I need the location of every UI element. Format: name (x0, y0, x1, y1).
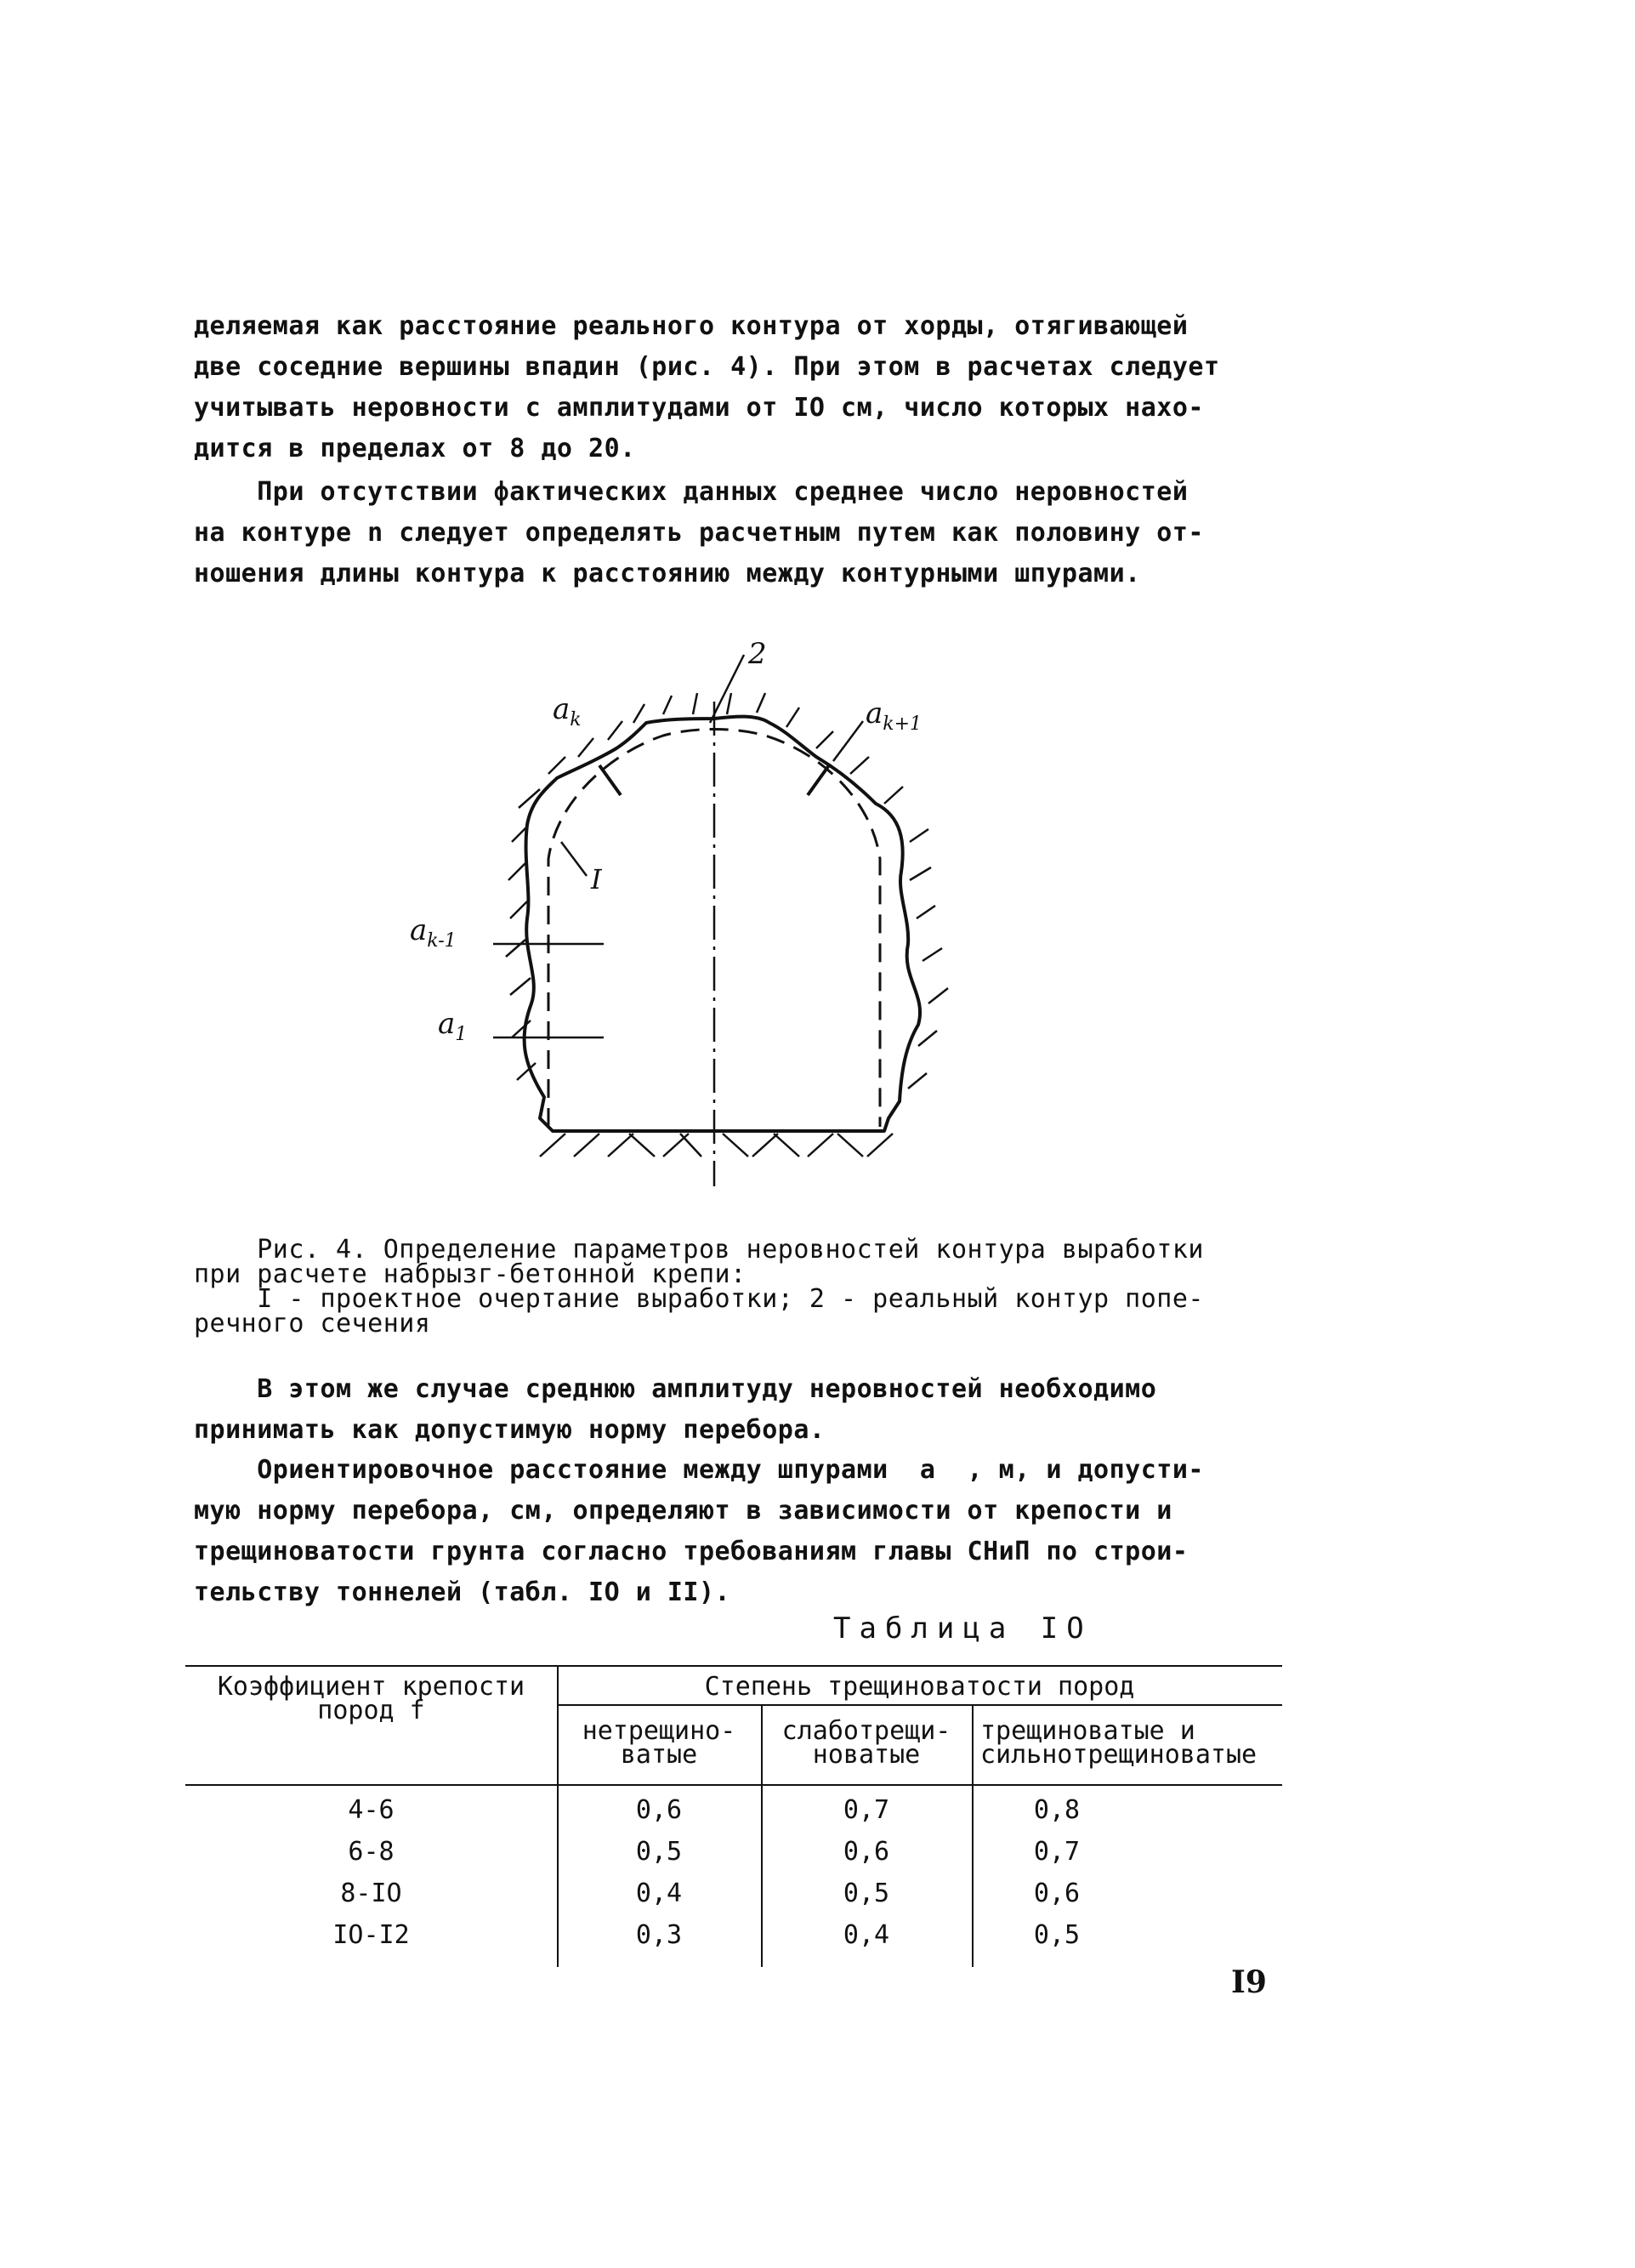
group-header: Степень трещиноватости пород (704, 1672, 1135, 1702)
table-cell: 4-6 (348, 1795, 395, 1825)
label-a1-sub: 1 (455, 1024, 468, 1045)
text-line: При отсутствии фактических данных среднее число неровностей (194, 477, 1189, 507)
col-header-coefficient (185, 1672, 557, 1725)
label-ak-sub: k (570, 709, 582, 730)
amplitude-mark-ak1 (808, 765, 829, 795)
label-ak (553, 692, 582, 730)
table-cell: 0,5 (635, 1837, 683, 1867)
subheader-slightly-cracked (761, 1716, 972, 1770)
page-number: I9 (1231, 1964, 1267, 2000)
paragraph-continuation (194, 306, 1291, 469)
subheader-cracked (972, 1716, 1291, 1770)
text-line: мую норму перебора, см, определяют в зависимости от крепости и (194, 1496, 1172, 1526)
text-line: две соседние вершины впадин (рис. 4). При этом в расчетах следует (194, 352, 1220, 382)
table-cell: 0,7 (843, 1795, 890, 1825)
label-a1-base: a (438, 1007, 456, 1041)
table-cell: 8-IO (340, 1879, 402, 1908)
table-cell: IO-I2 (332, 1920, 410, 1950)
table-header-rule (185, 1784, 1282, 1786)
amplitude-mark-ak (599, 765, 621, 795)
table-cell: 0,8 (1033, 1795, 1081, 1825)
paragraph-irregularities-count (194, 472, 1291, 594)
text-line: принимать как допустимую норму перебора. (194, 1415, 826, 1445)
text-line: В этом же случае среднюю амплитуду неровностей необходимо (194, 1374, 1157, 1404)
caption-line: I - проектное очертание выработки; 2 - реальный контур попе- (194, 1284, 1204, 1314)
label-real-contour: 2 (748, 638, 767, 671)
caption-line: речного сечения (194, 1309, 431, 1339)
leader-label-ak1 (833, 721, 863, 761)
table-cell: 0,4 (843, 1920, 890, 1950)
text-line: тельству тоннелей (табл. IO и II). (194, 1577, 731, 1607)
table-cell: 0,5 (843, 1879, 890, 1908)
label-design-outline: I (591, 863, 602, 895)
table-top-rule (185, 1665, 1282, 1667)
header-line: Коэффициент крепости (217, 1672, 525, 1702)
table-cell: 0,4 (635, 1879, 683, 1908)
label-ak1-base: a (866, 696, 883, 730)
table-cell: 0,6 (1033, 1879, 1081, 1908)
figure-caption (194, 1235, 1308, 1339)
header-line: пород f (317, 1696, 425, 1725)
label-akm1-sub: k-1 (427, 930, 457, 952)
table-cell: 0,5 (1033, 1920, 1081, 1950)
table-cell: 0,7 (1033, 1837, 1081, 1867)
header-line: слаботрещи- (781, 1716, 951, 1746)
real-contour-line (525, 717, 921, 1131)
table-group-rule (557, 1704, 1282, 1706)
floor-hatching (540, 1134, 893, 1157)
paragraph-average-amplitude (194, 1369, 1291, 1451)
header-line: сильнотрещиноватые (980, 1740, 1257, 1770)
table-cell: 0,6 (843, 1837, 890, 1867)
text-line: на контуре n следует определять расчетным путем как половину от- (194, 518, 1204, 548)
paragraph-hole-spacing (194, 1450, 1291, 1613)
label-akm1 (410, 913, 457, 952)
label-a1 (438, 1007, 467, 1045)
text-line: учитывать неровности с амплитудами от IO см, число которых нахо- (194, 393, 1204, 423)
caption-line: Рис. 4. Определение параметров неровностей контура выработки (194, 1235, 1204, 1265)
data-table (185, 1658, 1291, 1973)
label-akm1-base: a (410, 913, 428, 947)
header-line: ватые (620, 1740, 698, 1770)
rock-hatching (506, 693, 948, 1089)
label-ak1-sub: k+1 (883, 713, 923, 735)
label-ak1 (866, 696, 922, 735)
tunnel-contour-figure (374, 638, 1020, 1233)
table-cell: 0,3 (635, 1920, 683, 1950)
table-title: Таблица IO (833, 1611, 1093, 1646)
table-cell: 0,6 (635, 1795, 683, 1825)
caption-line: при расчете набрызг-бетонной крепи: (194, 1259, 747, 1289)
text-line: дится в пределах от 8 до 20. (194, 434, 636, 463)
text-line: деляемая как расстояние реального контура от хорды, отягивающей (194, 311, 1189, 341)
text-line: трещиноватости грунта согласно требованиям главы СНиП по строи- (194, 1537, 1189, 1566)
leader-label-1 (561, 842, 587, 876)
table-cell: 6-8 (348, 1837, 395, 1867)
text-line: ношения длины контура к расстоянию между контурными шпурами. (194, 559, 1141, 588)
header-line: трещиноватые и (980, 1716, 1195, 1746)
header-line: новатые (812, 1740, 921, 1770)
header-line: нетрещино- (582, 1716, 736, 1746)
text-line: Ориентировочное расстояние между шпурами a , м, и допусти- (194, 1455, 1204, 1485)
subheader-noncracked (557, 1716, 761, 1770)
label-ak-base: a (553, 692, 571, 726)
